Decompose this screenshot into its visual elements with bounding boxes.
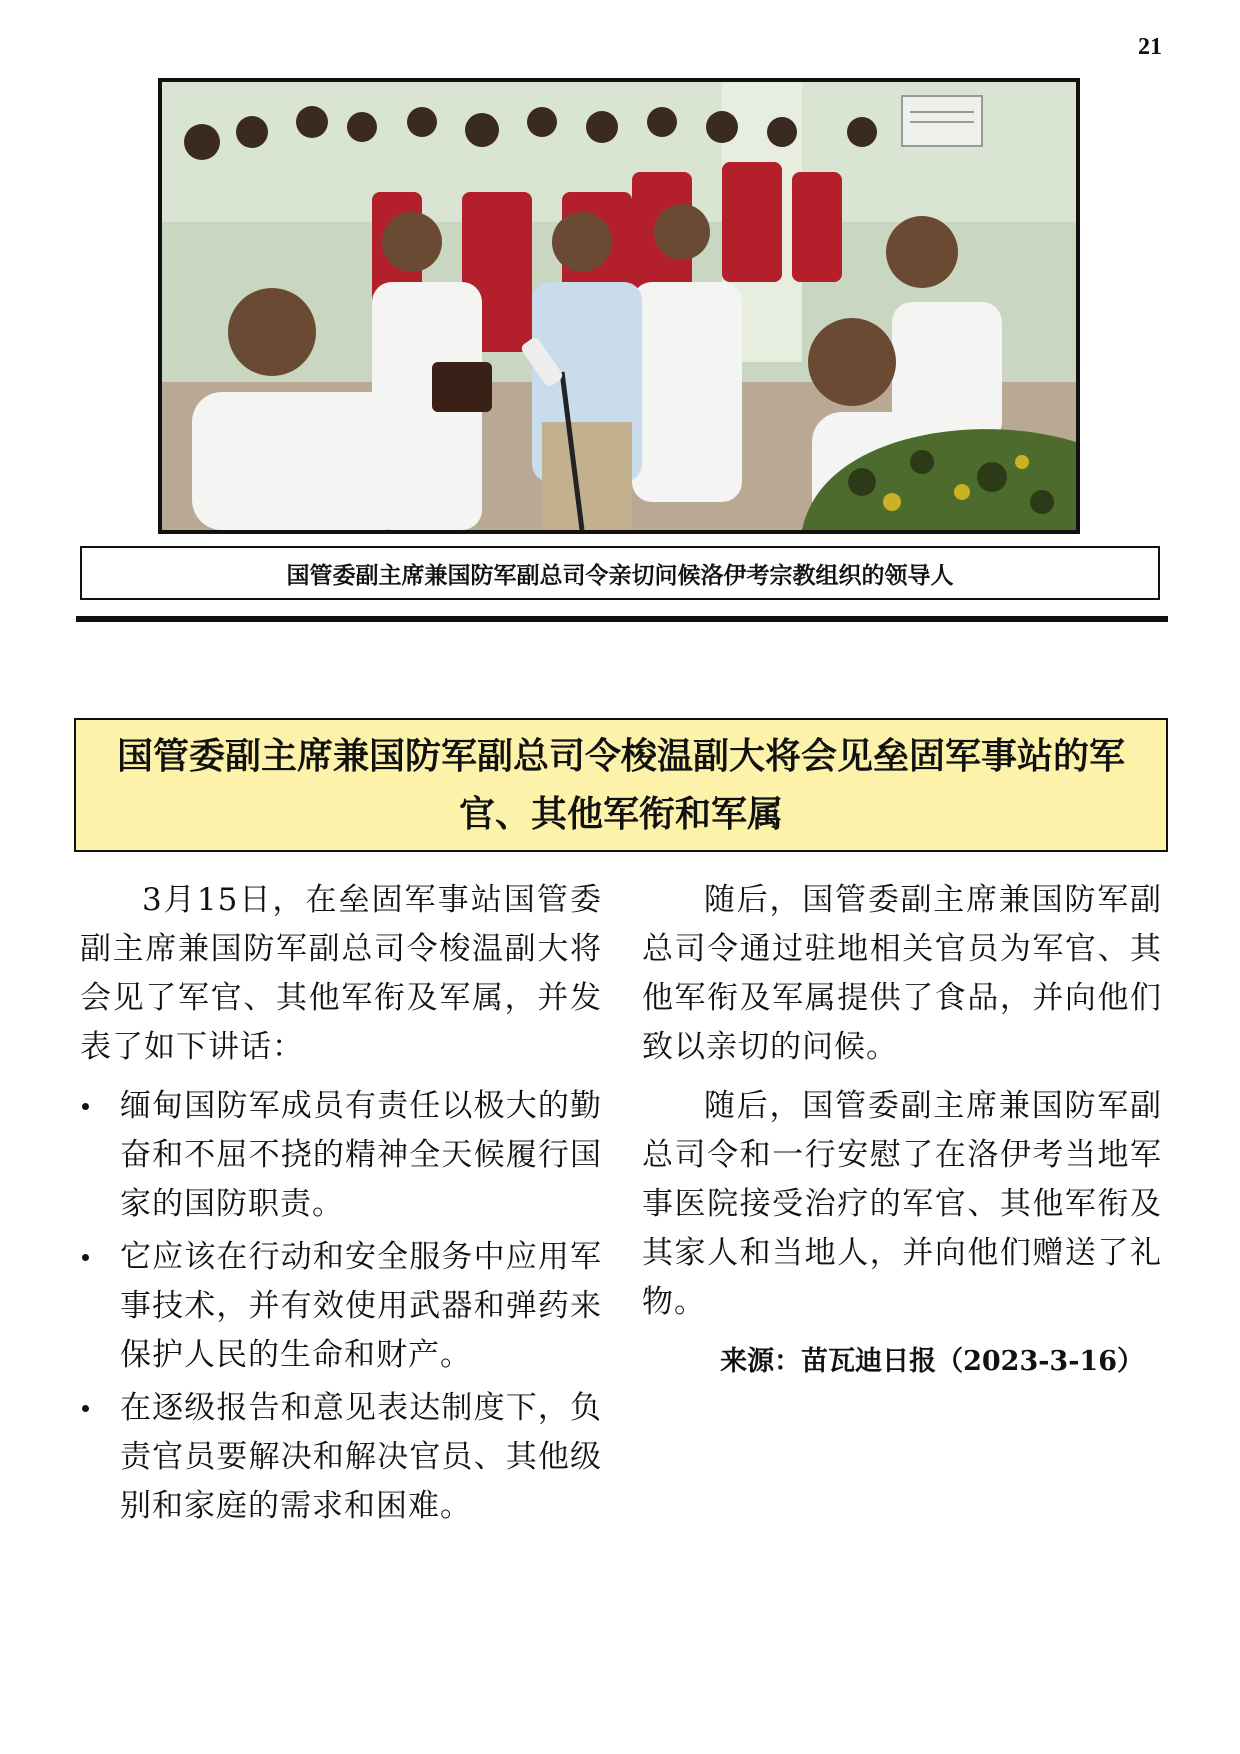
bullet-icon [82,1254,89,1261]
list-item: 它应该在行动和安全服务中应用军事技术，并有效使用武器和弹药来保护人民的生命和财产。 [80,1233,602,1380]
article-right-column [642,876,1162,1386]
bullet-icon [82,1405,89,1412]
body-paragraph-2: 随后，国管委副主席兼国防军副总司令和一行安慰了在洛伊考当地军事医院接受治疗的军官、其他军衔及其家人和当地人，并向他们赠送了礼物。 [642,1088,1162,1320]
headline-line-1: 国管委副主席兼国防军副总司令梭温副大将会见垒固军事站的军 [116,735,1125,777]
meeting-photo-illustration [162,82,1076,530]
section-divider [76,616,1168,622]
speech-points-list [80,1082,602,1531]
intro-paragraph: 3月15日，在垒固军事站国管委副主席兼国防军副总司令梭温副大将会见了军官、其他军衔及军属，并发表了如下讲话： [80,882,602,1065]
article-source: 来源：苗瓦迪日报（2023-3-16） [720,1346,1144,1377]
headline-line-2: 官、其他军衔和军属 [458,793,783,835]
page-number: 21 [1138,34,1162,60]
article-headline [74,718,1168,852]
list-item: 在逐级报告和意见表达制度下，负责官员要解决和解决官员、其他级别和家庭的需求和困难。 [80,1384,602,1531]
news-photo [158,78,1080,534]
bullet-icon [82,1103,89,1110]
list-item: 缅甸国防军成员有责任以极大的勤奋和不屈不挠的精神全天候履行国家的国防职责。 [80,1082,602,1229]
article-left-column [80,876,602,1535]
body-paragraph-1: 随后，国管委副主席兼国防军副总司令通过驻地相关官员为军官、其他军衔及军属提供了食品，并向他们致以亲切的问候。 [642,882,1162,1065]
photo-caption: 国管委副主席兼国防军副总司令亲切问候洛伊考宗教组织的领导人 [80,546,1160,600]
